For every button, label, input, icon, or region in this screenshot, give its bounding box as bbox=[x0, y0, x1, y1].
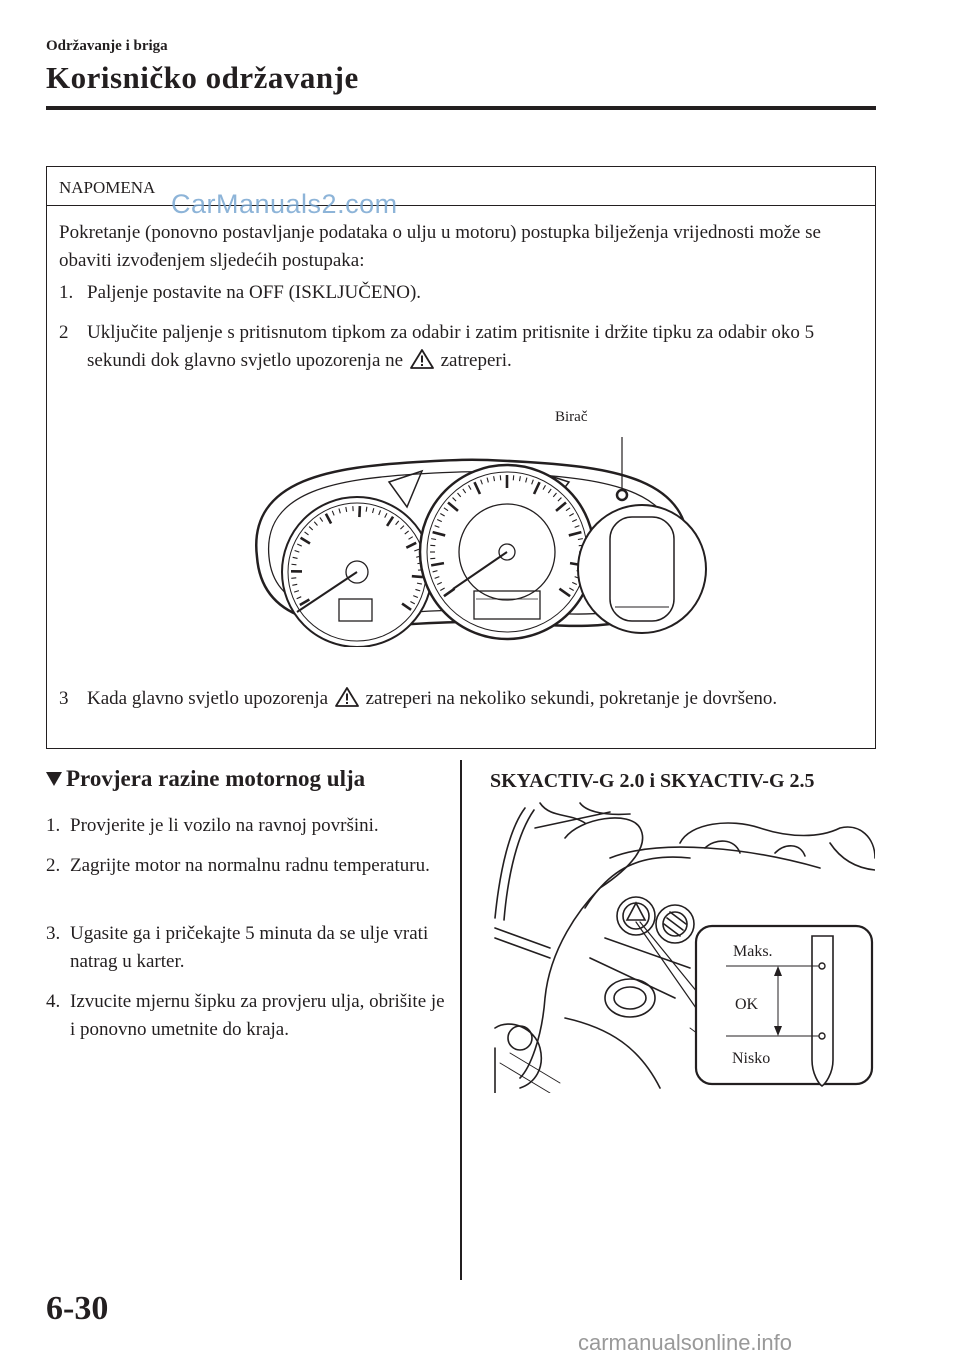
step-text-after: zatreperi na nekoliko sekundi, pokretanje je dovršeno. bbox=[365, 688, 778, 709]
note-box bbox=[46, 166, 876, 749]
watermark: CarManuals2.com bbox=[171, 189, 398, 219]
dipstick-max-mark bbox=[819, 963, 825, 969]
dipstick bbox=[812, 936, 833, 1086]
note-label: NAPOMENA bbox=[59, 178, 156, 197]
engine-bay-figure bbox=[490, 798, 875, 1093]
dipstick-callout bbox=[696, 926, 872, 1084]
gauge-minor-tick bbox=[291, 564, 296, 565]
step-text: Zagrijte motor na normalnu radnu temperaturu. bbox=[70, 855, 430, 876]
selector-knob bbox=[617, 490, 627, 500]
page-number: 6-30 bbox=[46, 1290, 109, 1327]
gauge-minor-tick bbox=[366, 507, 367, 512]
warning-triangle-icon bbox=[410, 349, 434, 369]
step-number: 4. bbox=[46, 991, 61, 1012]
column-divider bbox=[460, 760, 462, 1280]
gauge-major-tick bbox=[412, 576, 423, 577]
footer-watermark: carmanualsonline.info bbox=[578, 1330, 793, 1355]
step-text: Ugasite ga i pričekajte 5 minuta da se ulje vrati natrag u karter. bbox=[70, 923, 429, 972]
title-rule bbox=[46, 106, 876, 110]
step-text: Paljenje postavite na OFF (ISKLJUČENO). bbox=[87, 282, 422, 303]
dipstick-ok-label: OK bbox=[735, 996, 759, 1013]
step-text-after: zatreperi. bbox=[440, 350, 512, 371]
step-number: 1. bbox=[46, 815, 61, 836]
step-number: 2 bbox=[59, 322, 69, 343]
oil-check-heading-text: Provjera razine motornog ulja bbox=[66, 766, 366, 791]
down-triangle-icon bbox=[46, 772, 62, 786]
dipstick-low-mark bbox=[819, 1033, 825, 1039]
dipstick-low-label: Nisko bbox=[732, 1050, 771, 1067]
oil-check-heading bbox=[46, 766, 365, 792]
section-label: Održavanje i briga bbox=[46, 38, 168, 54]
instrument-cluster-figure bbox=[217, 407, 727, 647]
page-title: Korisničko održavanje bbox=[46, 60, 359, 95]
dipstick-max-label: Maks. bbox=[733, 943, 773, 960]
step-text-before: Kada glavno svjetlo upozorenja bbox=[87, 688, 329, 709]
step-number: 3 bbox=[59, 688, 69, 709]
step-text: Provjerite je li vozilo na ravnoj površini. bbox=[70, 815, 379, 836]
step-text-before: Uključite paljenje s pritisnutom tipkom za odabir i zatim pritisnite i držite tipku za odabir oko 5 sekundi dok glavno svjetlo upozorenja ne bbox=[87, 322, 815, 371]
note-intro: Pokretanje (ponovno postavljanje podataka o ulju u motoru) postupka bilježenja vrijednosti može se obaviti izvođenjem sljedećih postupaka: bbox=[59, 222, 821, 271]
birac-label: Birač bbox=[555, 409, 588, 425]
warning-triangle-icon bbox=[335, 687, 359, 707]
step-number: 1. bbox=[59, 282, 74, 303]
info-display-ring bbox=[578, 505, 706, 633]
engine-figure-heading: SKYACTIV-G 2.0 i SKYACTIV-G 2.5 bbox=[490, 770, 815, 792]
step-number: 2. bbox=[46, 855, 61, 876]
step-text: Izvucite mjernu šipku za provjeru ulja, obrišite je i ponovno umetnite do kraja. bbox=[70, 991, 445, 1040]
step-number: 3. bbox=[46, 923, 61, 944]
